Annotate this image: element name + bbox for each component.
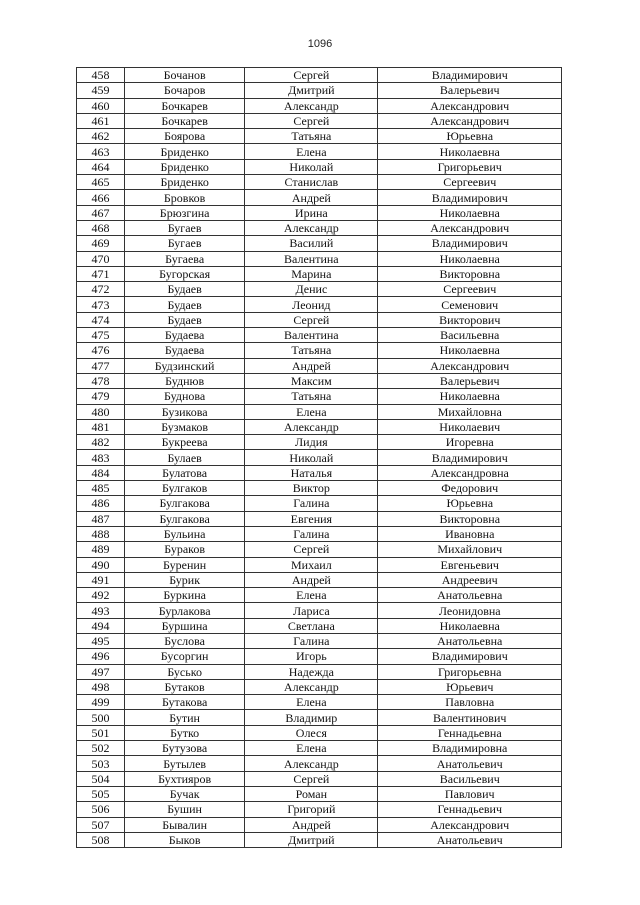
first-name-cell: Валентина — [245, 251, 378, 266]
row-number-cell: 464 — [77, 159, 125, 174]
last-name-cell: Буркина — [125, 588, 245, 603]
patronymic-cell: Анатольевич — [378, 832, 562, 847]
patronymic-cell: Павлович — [378, 786, 562, 801]
row-number-cell: 499 — [77, 695, 125, 710]
first-name-cell: Ирина — [245, 205, 378, 220]
patronymic-cell: Александрович — [378, 113, 562, 128]
table-row — [77, 542, 562, 557]
first-name-cell: Александр — [245, 98, 378, 113]
last-name-cell: Бочкарев — [125, 113, 245, 128]
page-number: 1096 — [307, 38, 333, 50]
row-number-cell: 476 — [77, 343, 125, 358]
row-number-cell: 500 — [77, 710, 125, 725]
last-name-cell: Букреева — [125, 435, 245, 450]
first-name-cell: Александр — [245, 756, 378, 771]
patronymic-cell: Григорьевич — [378, 159, 562, 174]
first-name-cell: Евгения — [245, 511, 378, 526]
last-name-cell: Бушин — [125, 802, 245, 817]
last-name-cell: Бочаров — [125, 83, 245, 98]
first-name-cell: Виктор — [245, 481, 378, 496]
patronymic-cell: Ивановна — [378, 526, 562, 541]
first-name-cell: Елена — [245, 741, 378, 756]
patronymic-cell: Николаевна — [378, 144, 562, 159]
last-name-cell: Бураков — [125, 542, 245, 557]
row-number-cell: 482 — [77, 435, 125, 450]
roster-table-body — [77, 68, 562, 848]
row-number-cell: 486 — [77, 496, 125, 511]
first-name-cell: Андрей — [245, 817, 378, 832]
table-row — [77, 633, 562, 648]
table-row — [77, 282, 562, 297]
table-row — [77, 404, 562, 419]
row-number-cell: 488 — [77, 526, 125, 541]
first-name-cell: Михаил — [245, 557, 378, 572]
first-name-cell: Елена — [245, 144, 378, 159]
last-name-cell: Бутаков — [125, 679, 245, 694]
row-number-cell: 504 — [77, 771, 125, 786]
row-number-cell: 503 — [77, 756, 125, 771]
table-row — [77, 343, 562, 358]
table-row — [77, 481, 562, 496]
patronymic-cell: Николаевна — [378, 205, 562, 220]
last-name-cell: Булгаков — [125, 481, 245, 496]
last-name-cell: Бутузова — [125, 741, 245, 756]
first-name-cell: Александр — [245, 679, 378, 694]
patronymic-cell: Владимирович — [378, 236, 562, 251]
last-name-cell: Бузикова — [125, 404, 245, 419]
row-number-cell: 502 — [77, 741, 125, 756]
row-number-cell: 470 — [77, 251, 125, 266]
table-row — [77, 419, 562, 434]
first-name-cell: Дмитрий — [245, 832, 378, 847]
last-name-cell: Будаев — [125, 297, 245, 312]
last-name-cell: Будаев — [125, 282, 245, 297]
last-name-cell: Бугорская — [125, 266, 245, 281]
last-name-cell: Бурлакова — [125, 603, 245, 618]
row-number-cell: 463 — [77, 144, 125, 159]
first-name-cell: Сергей — [245, 542, 378, 557]
last-name-cell: Бухтияров — [125, 771, 245, 786]
patronymic-cell: Геннадьевич — [378, 802, 562, 817]
first-name-cell: Сергей — [245, 68, 378, 83]
first-name-cell: Елена — [245, 695, 378, 710]
first-name-cell: Татьяна — [245, 129, 378, 144]
last-name-cell: Бровков — [125, 190, 245, 205]
patronymic-cell: Игоревна — [378, 435, 562, 450]
patronymic-cell: Васильевна — [378, 328, 562, 343]
first-name-cell: Елена — [245, 404, 378, 419]
table-row — [77, 756, 562, 771]
table-row — [77, 312, 562, 327]
first-name-cell: Андрей — [245, 190, 378, 205]
table-row — [77, 358, 562, 373]
first-name-cell: Надежда — [245, 664, 378, 679]
patronymic-cell: Анатольевна — [378, 633, 562, 648]
row-number-cell: 506 — [77, 802, 125, 817]
first-name-cell: Лидия — [245, 435, 378, 450]
table-row — [77, 557, 562, 572]
last-name-cell: Буршина — [125, 618, 245, 633]
row-number-cell: 472 — [77, 282, 125, 297]
row-number-cell: 462 — [77, 129, 125, 144]
first-name-cell: Александр — [245, 220, 378, 235]
last-name-cell: Бучак — [125, 786, 245, 801]
patronymic-cell: Владимирович — [378, 649, 562, 664]
first-name-cell: Роман — [245, 786, 378, 801]
last-name-cell: Будаева — [125, 343, 245, 358]
last-name-cell: Бусько — [125, 664, 245, 679]
first-name-cell: Андрей — [245, 358, 378, 373]
last-name-cell: Быков — [125, 832, 245, 847]
first-name-cell: Сергей — [245, 771, 378, 786]
last-name-cell: Бугаев — [125, 236, 245, 251]
last-name-cell: Бывалин — [125, 817, 245, 832]
table-row — [77, 649, 562, 664]
roster-table — [76, 67, 562, 848]
first-name-cell: Марина — [245, 266, 378, 281]
last-name-cell: Буднюв — [125, 373, 245, 388]
last-name-cell: Бочкарев — [125, 98, 245, 113]
row-number-cell: 469 — [77, 236, 125, 251]
last-name-cell: Булгакова — [125, 511, 245, 526]
patronymic-cell: Александрович — [378, 220, 562, 235]
row-number-cell: 498 — [77, 679, 125, 694]
row-number-cell: 497 — [77, 664, 125, 679]
row-number-cell: 483 — [77, 450, 125, 465]
first-name-cell: Максим — [245, 373, 378, 388]
last-name-cell: Бутин — [125, 710, 245, 725]
first-name-cell: Валентина — [245, 328, 378, 343]
row-number-cell: 480 — [77, 404, 125, 419]
row-number-cell: 487 — [77, 511, 125, 526]
row-number-cell: 493 — [77, 603, 125, 618]
first-name-cell: Станислав — [245, 175, 378, 190]
patronymic-cell: Александрович — [378, 817, 562, 832]
first-name-cell: Светлана — [245, 618, 378, 633]
patronymic-cell: Сергеевич — [378, 175, 562, 190]
table-row — [77, 832, 562, 847]
table-row — [77, 389, 562, 404]
first-name-cell: Галина — [245, 526, 378, 541]
table-row — [77, 83, 562, 98]
table-row — [77, 786, 562, 801]
first-name-cell: Андрей — [245, 572, 378, 587]
row-number-cell: 494 — [77, 618, 125, 633]
row-number-cell: 507 — [77, 817, 125, 832]
row-number-cell: 478 — [77, 373, 125, 388]
row-number-cell: 467 — [77, 205, 125, 220]
row-number-cell: 495 — [77, 633, 125, 648]
patronymic-cell: Викторович — [378, 312, 562, 327]
table-row — [77, 526, 562, 541]
patronymic-cell: Анатольевна — [378, 588, 562, 603]
patronymic-cell: Викторовна — [378, 266, 562, 281]
patronymic-cell: Михайлович — [378, 542, 562, 557]
table-row — [77, 205, 562, 220]
last-name-cell: Бутакова — [125, 695, 245, 710]
first-name-cell: Николай — [245, 450, 378, 465]
first-name-cell: Сергей — [245, 312, 378, 327]
table-row — [77, 695, 562, 710]
last-name-cell: Бриденко — [125, 144, 245, 159]
table-row — [77, 496, 562, 511]
last-name-cell: Боярова — [125, 129, 245, 144]
last-name-cell: Будзинский — [125, 358, 245, 373]
patronymic-cell: Владимирович — [378, 190, 562, 205]
row-number-cell: 508 — [77, 832, 125, 847]
table-row — [77, 220, 562, 235]
first-name-cell: Татьяна — [245, 343, 378, 358]
table-row — [77, 679, 562, 694]
row-number-cell: 466 — [77, 190, 125, 205]
table-row — [77, 817, 562, 832]
table-row — [77, 190, 562, 205]
last-name-cell: Бусоргин — [125, 649, 245, 664]
patronymic-cell: Павловна — [378, 695, 562, 710]
first-name-cell: Галина — [245, 633, 378, 648]
table-row — [77, 68, 562, 83]
row-number-cell: 484 — [77, 465, 125, 480]
last-name-cell: Бутко — [125, 725, 245, 740]
table-row — [77, 725, 562, 740]
patronymic-cell: Александровна — [378, 465, 562, 480]
row-number-cell: 489 — [77, 542, 125, 557]
first-name-cell: Владимир — [245, 710, 378, 725]
patronymic-cell: Владимирович — [378, 450, 562, 465]
first-name-cell: Василий — [245, 236, 378, 251]
last-name-cell: Бутылев — [125, 756, 245, 771]
first-name-cell: Николай — [245, 159, 378, 174]
table-row — [77, 266, 562, 281]
patronymic-cell: Геннадьевна — [378, 725, 562, 740]
row-number-cell: 465 — [77, 175, 125, 190]
table-row — [77, 572, 562, 587]
patronymic-cell: Николаевна — [378, 251, 562, 266]
first-name-cell: Татьяна — [245, 389, 378, 404]
table-row — [77, 511, 562, 526]
table-row — [77, 435, 562, 450]
patronymic-cell: Владимировна — [378, 741, 562, 756]
first-name-cell: Дмитрий — [245, 83, 378, 98]
patronymic-cell: Юрьевич — [378, 679, 562, 694]
table-row — [77, 175, 562, 190]
patronymic-cell: Евгеньевич — [378, 557, 562, 572]
patronymic-cell: Семенович — [378, 297, 562, 312]
first-name-cell: Александр — [245, 419, 378, 434]
last-name-cell: Бузмаков — [125, 419, 245, 434]
row-number-cell: 479 — [77, 389, 125, 404]
patronymic-cell: Сергеевич — [378, 282, 562, 297]
first-name-cell: Лариса — [245, 603, 378, 618]
first-name-cell: Сергей — [245, 113, 378, 128]
first-name-cell: Елена — [245, 588, 378, 603]
row-number-cell: 474 — [77, 312, 125, 327]
table-row — [77, 710, 562, 725]
table-row — [77, 465, 562, 480]
first-name-cell: Олеся — [245, 725, 378, 740]
last-name-cell: Бурик — [125, 572, 245, 587]
first-name-cell: Денис — [245, 282, 378, 297]
patronymic-cell: Николаевич — [378, 419, 562, 434]
last-name-cell: Булатова — [125, 465, 245, 480]
table-row — [77, 373, 562, 388]
last-name-cell: Булгакова — [125, 496, 245, 511]
row-number-cell: 473 — [77, 297, 125, 312]
row-number-cell: 477 — [77, 358, 125, 373]
patronymic-cell: Юрьевна — [378, 496, 562, 511]
first-name-cell: Наталья — [245, 465, 378, 480]
row-number-cell: 468 — [77, 220, 125, 235]
table-row — [77, 236, 562, 251]
first-name-cell: Игорь — [245, 649, 378, 664]
table-row — [77, 129, 562, 144]
row-number-cell: 492 — [77, 588, 125, 603]
row-number-cell: 461 — [77, 113, 125, 128]
patronymic-cell: Анатольевич — [378, 756, 562, 771]
row-number-cell: 460 — [77, 98, 125, 113]
last-name-cell: Буренин — [125, 557, 245, 572]
patronymic-cell: Васильевич — [378, 771, 562, 786]
table-row — [77, 98, 562, 113]
last-name-cell: Буслова — [125, 633, 245, 648]
patronymic-cell: Федорович — [378, 481, 562, 496]
table-row — [77, 618, 562, 633]
row-number-cell: 505 — [77, 786, 125, 801]
table-row — [77, 771, 562, 786]
last-name-cell: Бугаев — [125, 220, 245, 235]
row-number-cell: 459 — [77, 83, 125, 98]
last-name-cell: Будаев — [125, 312, 245, 327]
table-row — [77, 297, 562, 312]
first-name-cell: Григорий — [245, 802, 378, 817]
table-row — [77, 741, 562, 756]
first-name-cell: Леонид — [245, 297, 378, 312]
last-name-cell: Бульина — [125, 526, 245, 541]
patronymic-cell: Леонидовна — [378, 603, 562, 618]
patronymic-cell: Николаевна — [378, 389, 562, 404]
patronymic-cell: Андреевич — [378, 572, 562, 587]
row-number-cell: 475 — [77, 328, 125, 343]
table-row — [77, 664, 562, 679]
table-row — [77, 251, 562, 266]
patronymic-cell: Григорьевна — [378, 664, 562, 679]
patronymic-cell: Валентинович — [378, 710, 562, 725]
table-row — [77, 113, 562, 128]
last-name-cell: Бриденко — [125, 175, 245, 190]
patronymic-cell: Владимирович — [378, 68, 562, 83]
patronymic-cell: Викторовна — [378, 511, 562, 526]
row-number-cell: 481 — [77, 419, 125, 434]
table-row — [77, 450, 562, 465]
table-row — [77, 603, 562, 618]
last-name-cell: Булаев — [125, 450, 245, 465]
table-row — [77, 144, 562, 159]
row-number-cell: 490 — [77, 557, 125, 572]
patronymic-cell: Николаевна — [378, 618, 562, 633]
patronymic-cell: Николаевна — [378, 343, 562, 358]
first-name-cell: Галина — [245, 496, 378, 511]
table-row — [77, 328, 562, 343]
row-number-cell: 491 — [77, 572, 125, 587]
last-name-cell: Будаева — [125, 328, 245, 343]
row-number-cell: 458 — [77, 68, 125, 83]
row-number-cell: 501 — [77, 725, 125, 740]
table-row — [77, 588, 562, 603]
patronymic-cell: Юрьевна — [378, 129, 562, 144]
last-name-cell: Бочанов — [125, 68, 245, 83]
last-name-cell: Бугаева — [125, 251, 245, 266]
last-name-cell: Буднова — [125, 389, 245, 404]
table-row — [77, 802, 562, 817]
last-name-cell: Бриденко — [125, 159, 245, 174]
patronymic-cell: Валерьевич — [378, 373, 562, 388]
table-row — [77, 159, 562, 174]
patronymic-cell: Александрович — [378, 358, 562, 373]
row-number-cell: 496 — [77, 649, 125, 664]
patronymic-cell: Валерьевич — [378, 83, 562, 98]
row-number-cell: 471 — [77, 266, 125, 281]
patronymic-cell: Михайловна — [378, 404, 562, 419]
last-name-cell: Брюзгина — [125, 205, 245, 220]
patronymic-cell: Александрович — [378, 98, 562, 113]
row-number-cell: 485 — [77, 481, 125, 496]
